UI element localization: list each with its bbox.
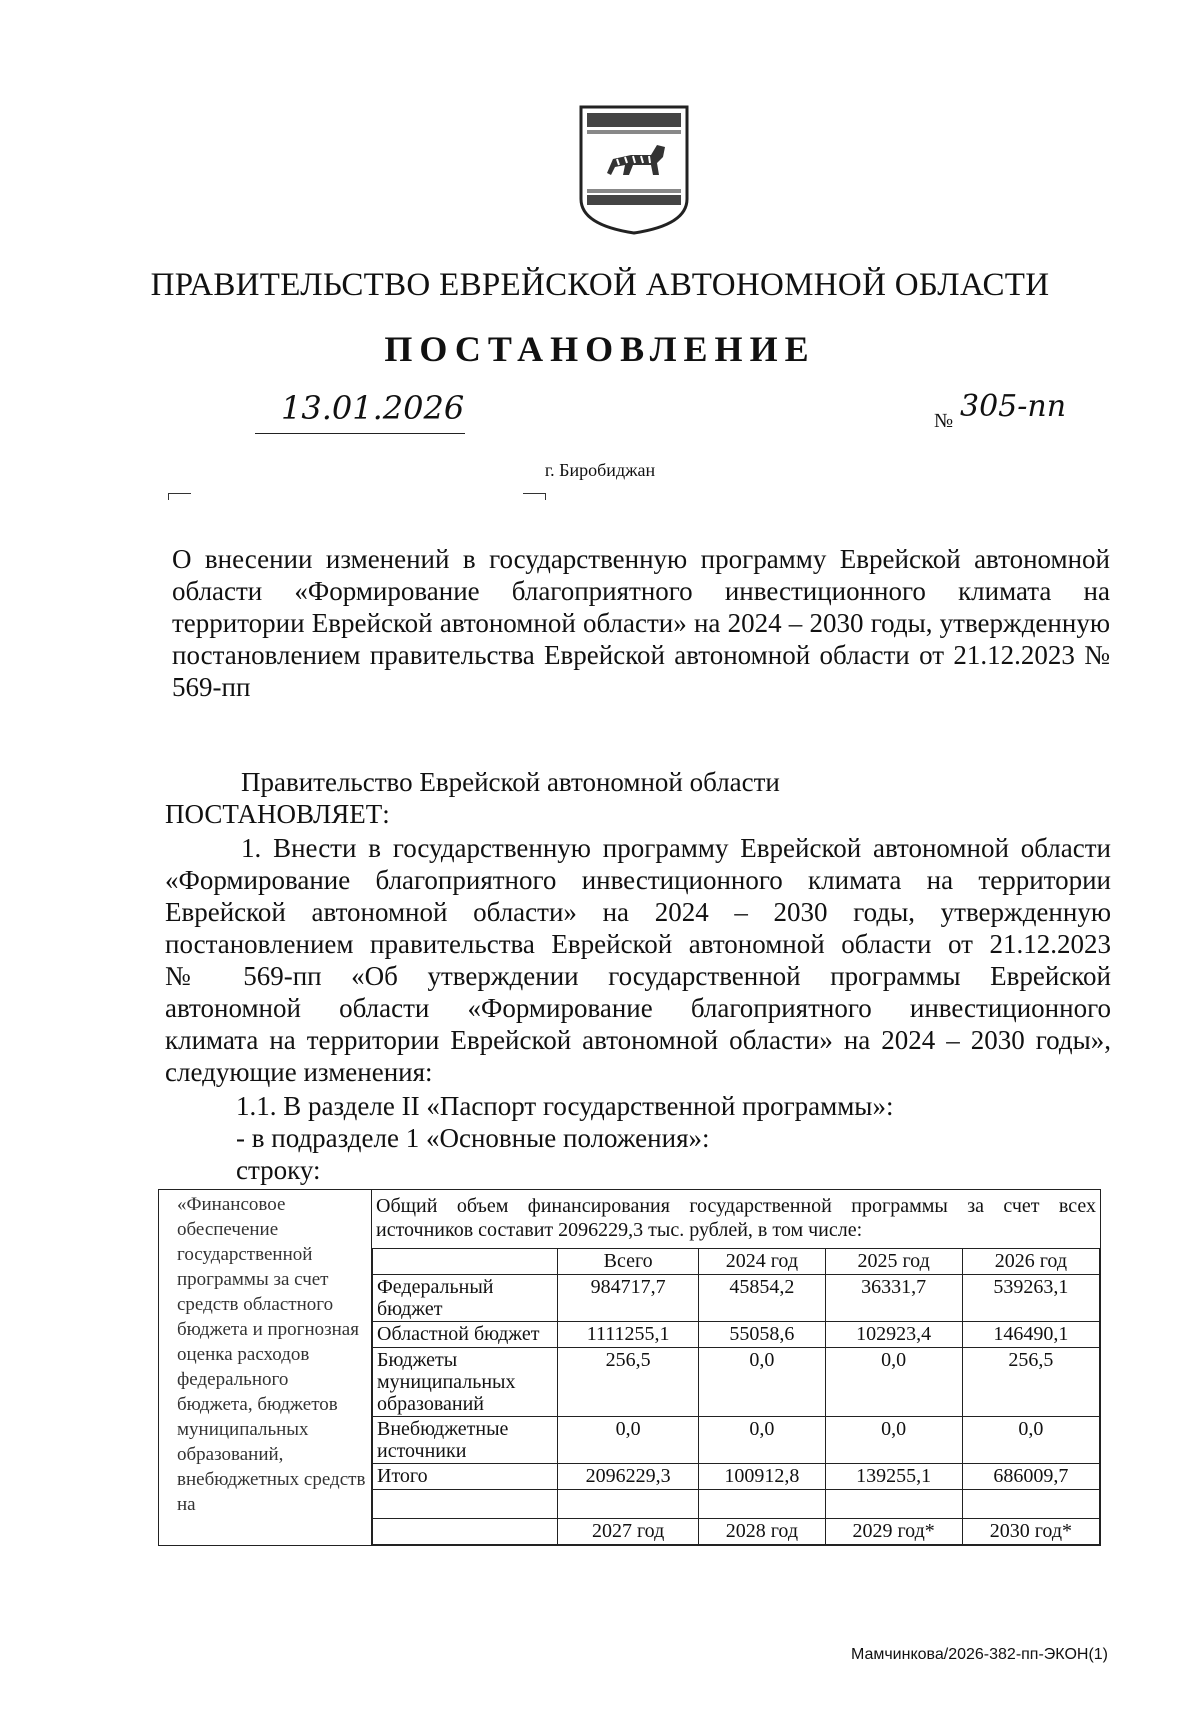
spacer-cell: [558, 1490, 699, 1519]
header-cell: [373, 1519, 558, 1545]
table-left-cell: «Финансовое обеспечение государственной программы за счет средств областного бюджета и прогнозная оценка расходов федерального бюджета, бюджетов муниципальных образований, внебюджетных средств на: [159, 1190, 372, 1546]
table-cell: 0,0: [825, 1348, 962, 1417]
spacer-cell: [373, 1490, 558, 1519]
table-cell: 0,0: [699, 1348, 825, 1417]
table-row: [373, 1417, 1100, 1464]
table-cell: 0,0: [825, 1417, 962, 1464]
item1-line: «Формирование благоприятного инвестиционного климата на территории: [165, 865, 1111, 895]
table-cell: 55058,6: [699, 1322, 825, 1348]
coat-of-arms-emblem: [577, 103, 691, 237]
row-label: Итого: [373, 1464, 558, 1490]
spacer-cell: [699, 1490, 825, 1519]
header-cell: 2029 год*: [825, 1519, 962, 1545]
passport-table: [158, 1189, 1101, 1546]
document-title: О внесении изменений в государственную программу Еврейской автономной области «Формирование благоприятного инвестиционного климата на территории Еврейской автономной области» на 2024 – 2030 годы, утвержденную постановлением правительства Еврейской автономной области от 21.12.2023 № 569-пп: [172, 544, 1110, 702]
financing-table: [372, 1248, 1100, 1545]
row-label: Федеральный бюджет: [373, 1275, 558, 1322]
header-cell: Всего: [558, 1249, 699, 1275]
table-cell: 256,5: [962, 1348, 1099, 1417]
table-cell: 0,0: [699, 1417, 825, 1464]
item1-line: автономной области «Формирование благоприятного инвестиционного: [165, 993, 1111, 1023]
table-cell: 36331,7: [825, 1275, 962, 1322]
city: г. Биробиджан: [544, 460, 656, 480]
item1-line: № 569-пп «Об утверждении государственной программы Еврейской: [165, 961, 1111, 991]
header-cell: [373, 1249, 558, 1275]
table-cell: 984717,7: [558, 1275, 699, 1322]
table-row: [373, 1275, 1100, 1322]
table-row: [373, 1348, 1100, 1417]
row-label: Бюджеты муниципальных образований: [373, 1348, 558, 1417]
row-label: Областной бюджет: [373, 1322, 558, 1348]
header-cell: 2025 год: [825, 1249, 962, 1275]
table-spacer-row: [373, 1490, 1100, 1519]
table-cell: 2096229,3: [558, 1464, 699, 1490]
header-cell: 2026 год: [962, 1249, 1099, 1275]
table-cell: 256,5: [558, 1348, 699, 1417]
table-cell: 0,0: [558, 1417, 699, 1464]
header-cell: 2030 год*: [962, 1519, 1099, 1545]
subsection-line: - в подразделе 1 «Основные положения»:: [236, 1123, 710, 1153]
corner-mark-right: [523, 493, 546, 500]
table-header-row: [373, 1249, 1100, 1275]
table-cell: 45854,2: [699, 1275, 825, 1322]
item1-line: Еврейской автономной области» на 2024 – 2030 годы, утвержденную: [165, 897, 1111, 927]
header-cell: 2024 год: [699, 1249, 825, 1275]
table-right-cell: [372, 1190, 1101, 1546]
corner-mark-left: [168, 493, 191, 500]
item1-line: постановлением правительства Еврейской автономной области от 21.12.2023: [165, 929, 1111, 959]
document-type: ПОСТАНОВЛЕНИЕ: [384, 329, 816, 369]
spacer-cell: [825, 1490, 962, 1519]
table-cell: 139255,1: [825, 1464, 962, 1490]
item1-line: 1. Внести в государственную программу Еврейской автономной области: [241, 833, 1111, 863]
table-cell: 146490,1: [962, 1322, 1099, 1348]
row-label: Внебюджетные источники: [373, 1417, 558, 1464]
table-cell: 102923,4: [825, 1322, 962, 1348]
table-row: [373, 1322, 1100, 1348]
item1-line: следующие изменения:: [165, 1057, 433, 1087]
header-cell: 2027 год: [558, 1519, 699, 1545]
table-cell: 686009,7: [962, 1464, 1099, 1490]
table-summary: Общий объем финансирования государственной программы за счет всех источников составит 2096229,3 тыс. рублей, в том числе:: [376, 1195, 1096, 1241]
table-cell: 0,0: [962, 1417, 1099, 1464]
table-header-row-2: [373, 1519, 1100, 1545]
item1-1: 1.1. В разделе II «Паспорт государственной программы»:: [236, 1091, 894, 1121]
header-cell: 2028 год: [699, 1519, 825, 1545]
organization-name: ПРАВИТЕЛЬСТВО ЕВРЕЙСКОЙ АВТОНОМНОЙ ОБЛАСТИ: [150, 267, 1050, 303]
row-word: строку:: [236, 1155, 321, 1185]
number-label: №: [934, 410, 954, 432]
document-date: 13.01.2026: [281, 389, 465, 427]
document-number: 305-пп: [960, 389, 1067, 424]
table-cell: 100912,8: [699, 1464, 825, 1490]
document-date-field: [255, 389, 465, 434]
table-cell: 539263,1: [962, 1275, 1099, 1322]
body-resolves: ПОСТАНОВЛЯЕТ:: [165, 799, 390, 829]
footer-reference: Мамчинкова/2026-382-пп-ЭКОН(1): [850, 1646, 1108, 1663]
document-number-field: [958, 389, 1068, 433]
body-intro: Правительство Еврейской автономной области: [241, 767, 780, 797]
spacer-cell: [962, 1490, 1099, 1519]
table-cell: 1111255,1: [558, 1322, 699, 1348]
item1-line: климата на территории Еврейской автономной области» на 2024 – 2030 годы»,: [165, 1025, 1111, 1055]
table-row: [373, 1464, 1100, 1490]
